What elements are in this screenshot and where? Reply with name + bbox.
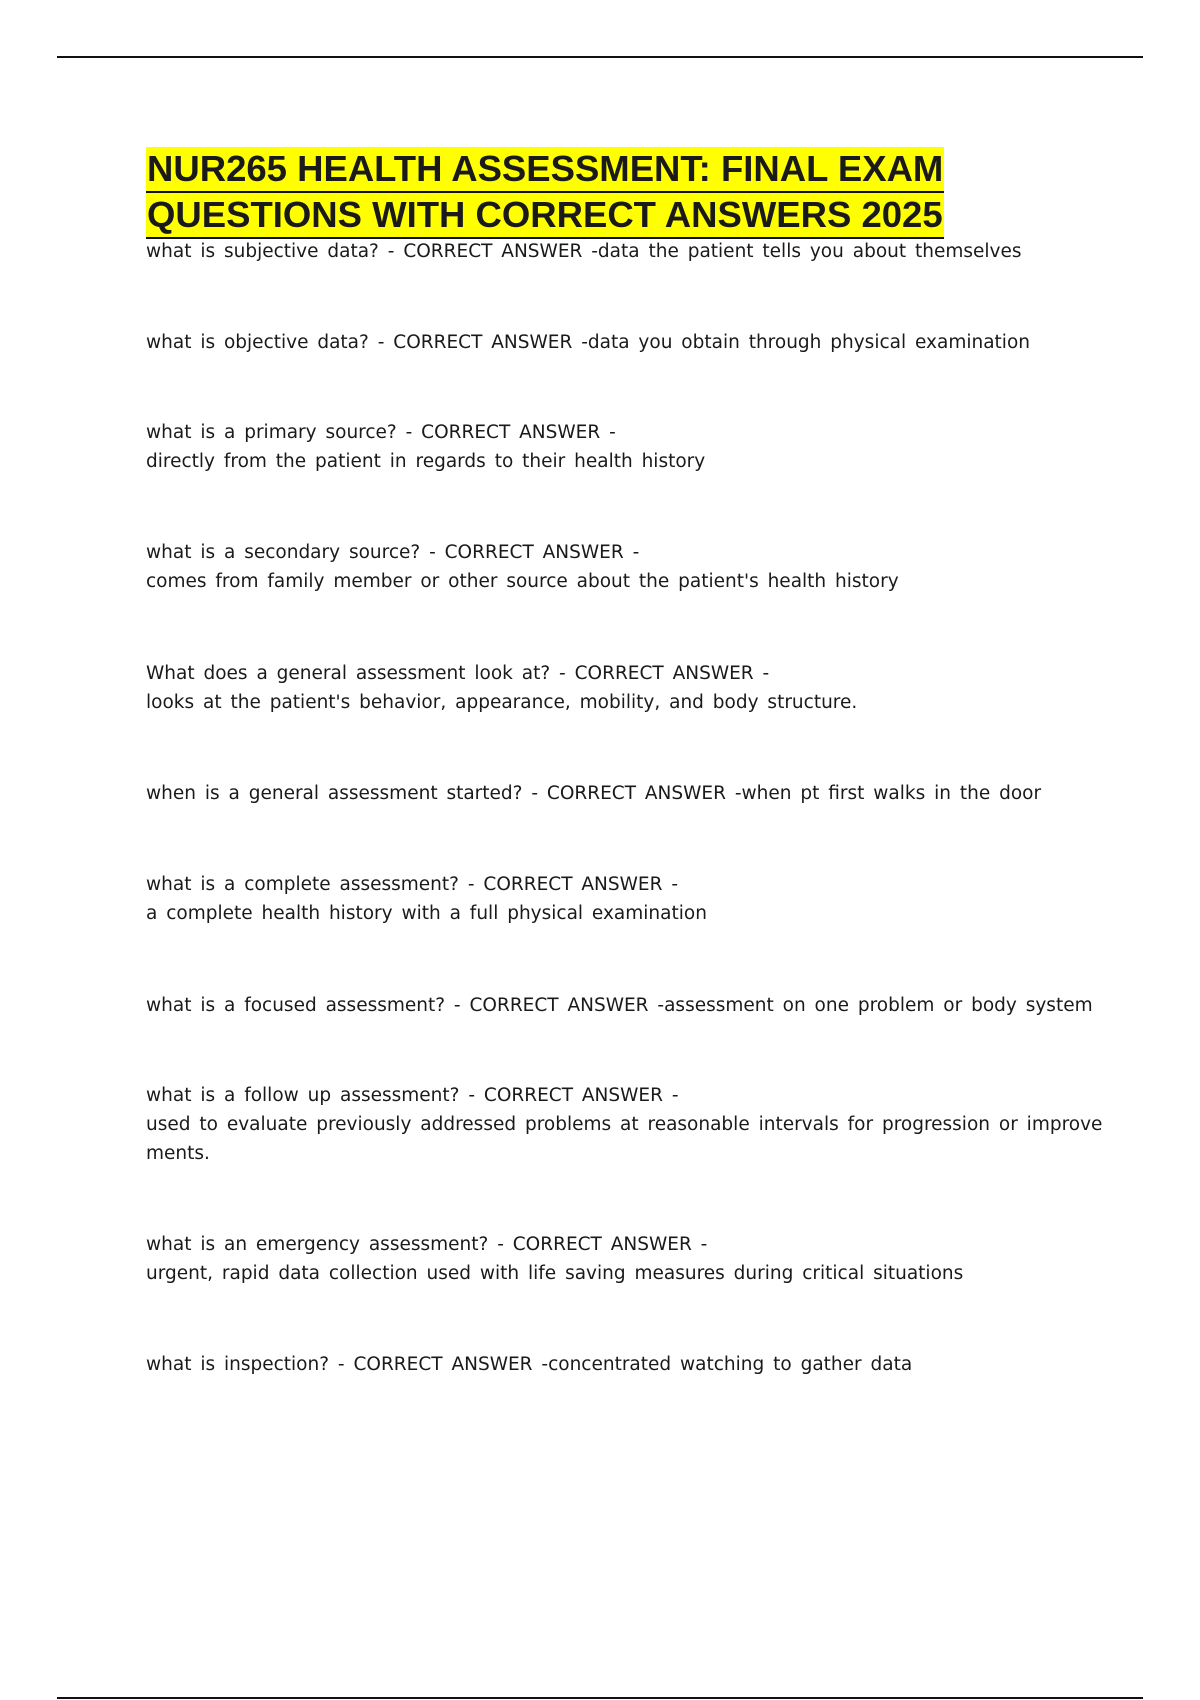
title-line-1: NUR265 HEALTH ASSESSMENT: FINAL EXAM [146, 147, 944, 193]
qa-item [146, 659, 1106, 717]
qa-line: what is a primary source? - CORRECT ANSWER - [146, 422, 616, 443]
qa-line: what is a follow up assessment? - CORRECT ANSWER - [146, 1085, 679, 1106]
qa-line: directly from the patient in regards to their health history [146, 451, 706, 472]
qa-item [146, 779, 1106, 808]
qa-line: what is a secondary source? - CORRECT ANSWER - [146, 542, 640, 563]
qa-line: what is inspection? - CORRECT ANSWER -concentrated watching to gather data [146, 1354, 913, 1375]
qa-line: what is an emergency assessment? - CORRECT ANSWER - [146, 1234, 708, 1255]
qa-line: comes from family member or other source about the patient's health history [146, 571, 899, 592]
qa-line: ments. [146, 1143, 210, 1164]
title-line-2: QUESTIONS WITH CORRECT ANSWERS 2025 [146, 193, 944, 239]
document-title [146, 147, 1046, 239]
qa-line: when is a general assessment started? - CORRECT ANSWER -when pt first walks in the door [146, 783, 1042, 804]
header-rule [57, 56, 1143, 58]
qa-line: what is a complete assessment? - CORRECT ANSWER - [146, 874, 679, 895]
footer-rule [57, 1697, 1143, 1699]
qa-line: urgent, rapid data collection used with life saving measures during critical situations [146, 1263, 964, 1284]
qa-item [146, 328, 1106, 357]
qa-item [146, 991, 1106, 1020]
qa-line: What does a general assessment look at? - CORRECT ANSWER - [146, 663, 770, 684]
qa-item [146, 1350, 1106, 1379]
qa-line: looks at the patient's behavior, appearance, mobility, and body structure. [146, 692, 858, 713]
qa-line: a complete health history with a full physical examination [146, 903, 707, 924]
qa-item [146, 418, 1106, 476]
qa-line: used to evaluate previously addressed problems at reasonable intervals for progression or improve [146, 1114, 1103, 1135]
qa-line: what is subjective data? - CORRECT ANSWER -data the patient tells you about themselves [146, 241, 1022, 262]
qa-line: what is a focused assessment? - CORRECT ANSWER -assessment on one problem or body system [146, 995, 1093, 1016]
qa-item [146, 237, 1106, 266]
qa-item [146, 1230, 1106, 1288]
qa-item [146, 538, 1106, 596]
qa-item [146, 1081, 1106, 1168]
qa-line: what is objective data? - CORRECT ANSWER -data you obtain through physical examination [146, 332, 1030, 353]
qa-item [146, 870, 1106, 928]
